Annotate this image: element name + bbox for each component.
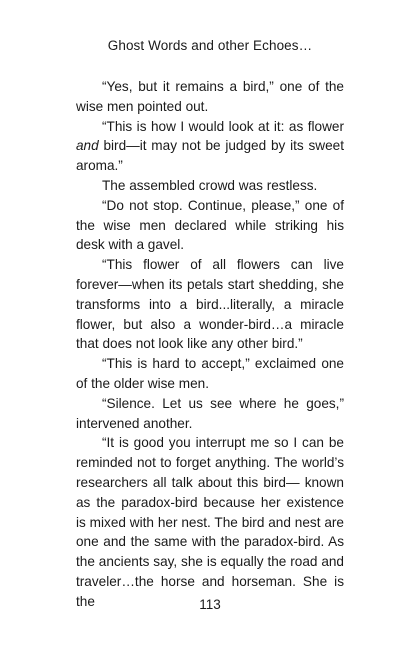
body-text	[76, 77, 344, 612]
paragraph-1: “Yes, but it remains a bird,” one of the wise men pointed out.	[76, 79, 344, 114]
paragraph-2-before: “This is how I would look at it: as flower	[102, 118, 344, 134]
running-header: Ghost Words and other Echoes…	[107, 38, 313, 53]
paragraph-8: “It is good you interrupt me so I can be reminded not to forget anything. The world’s researchers all talk about this bird— known as the paradox-bird because her existence is mixed with her nest. The bird and nest are one and the same with the paradox-bird. As the ancients say, she is equally the road and traveler…the horse and horseman. She is the	[76, 435, 344, 609]
paragraph-7: “Silence. Let us see where he goes,” intervened another.	[76, 395, 344, 431]
page-number: 113	[199, 597, 221, 612]
paragraph-5: “This flower of all flowers can live forever—when its petals start shedding, she transforms into a bird...literally, a miracle flower, but also a wonder-bird…a miracle that does not look like any other bird.”	[76, 257, 344, 352]
paragraph-4: “Do not stop. Continue, please,” one of the wise men declared while striking his desk with a gavel.	[76, 197, 344, 253]
paragraph-2	[76, 117, 344, 176]
paragraph-6: “This is hard to accept,” exclaimed one of the older wise men.	[76, 356, 344, 391]
paragraph-2-after: bird—it may not be judged by its sweet aroma.”	[76, 138, 344, 174]
paragraph-2-emphasis: and	[76, 138, 99, 154]
paragraph-3: The assembled crowd was restless.	[102, 177, 318, 193]
